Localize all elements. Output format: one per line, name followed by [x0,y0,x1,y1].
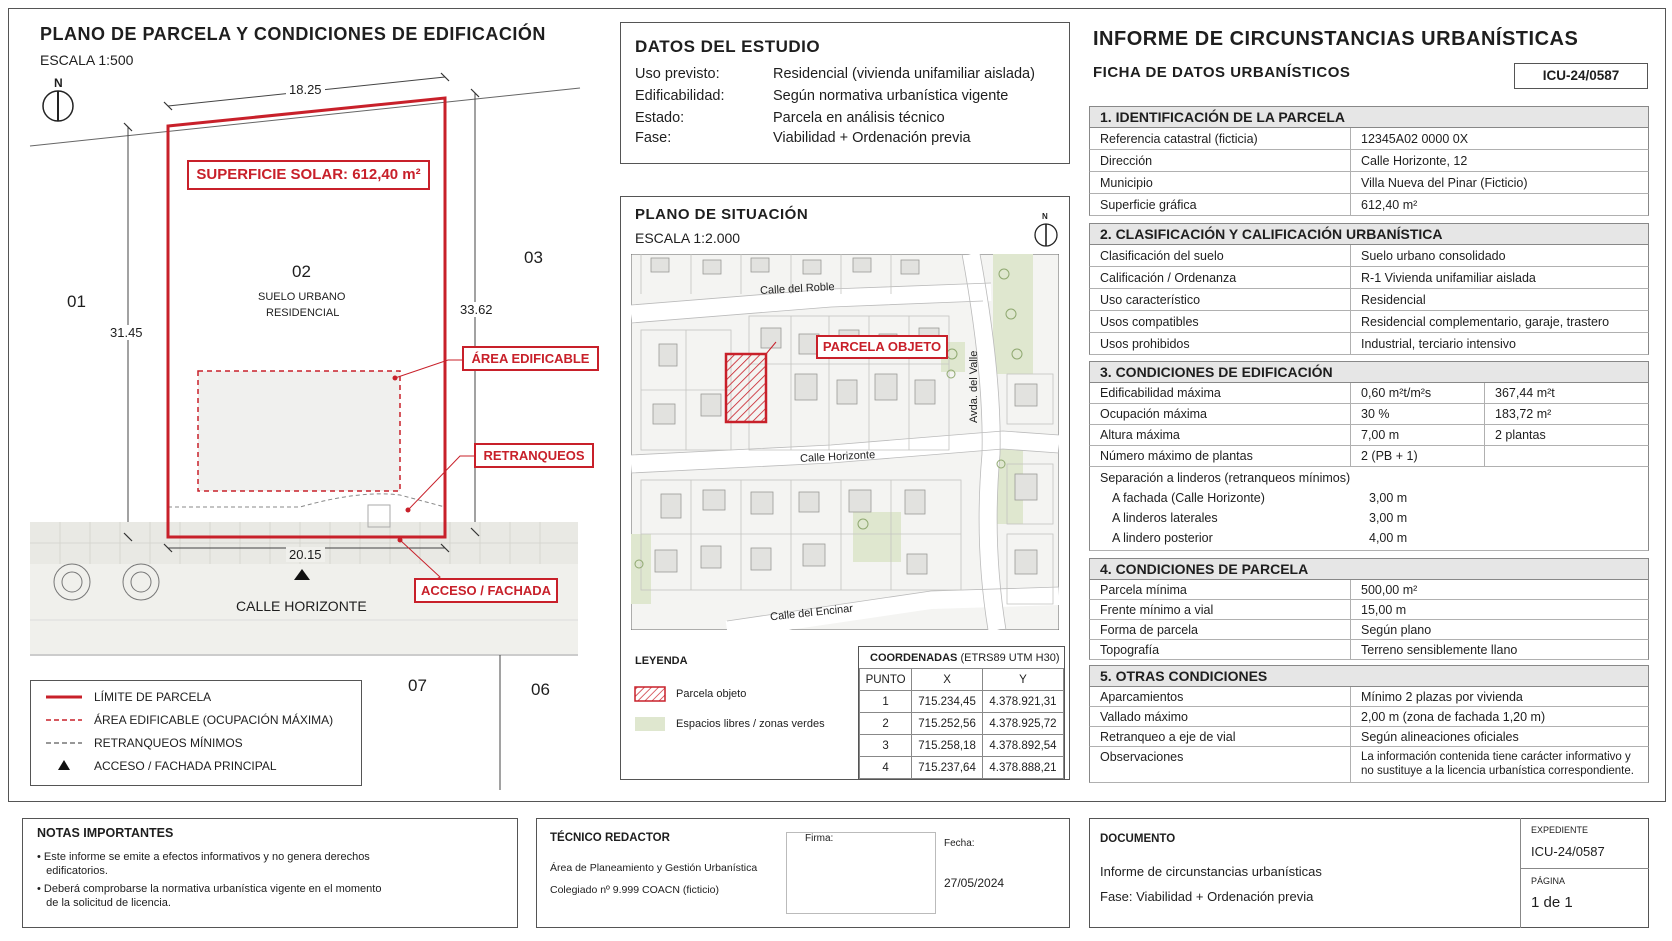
table-row [1089,128,1649,150]
plot-02-label: 02 [292,262,311,281]
row-key: Uso característico [1100,293,1201,307]
plan-legend-item-buildable: ÁREA EDIFICABLE (OCUPACIÓN MÁXIMA) [94,713,334,727]
situation-legend-title: LEYENDA [635,655,688,667]
street-name: CALLE HORIZONTE [236,598,367,614]
row-value: 3,00 m [1369,491,1408,505]
report-code: ICU-24/0587 [1514,63,1648,89]
coord-x: 715.258,18 [912,735,983,757]
row-value: Residencial complementario, garaje, trastero [1350,311,1609,332]
note-1-line-1: Este informe se emite a efectos informativos y no genera derechos [43,851,370,863]
row-key: Ocupación máxima [1100,407,1207,421]
table-row [1089,620,1649,640]
study-title: DATOS DEL ESTUDIO [635,37,821,56]
row-value: Terreno sensiblemente llano [1350,640,1517,659]
signature-box [786,832,936,914]
row-key: Dirección [1100,154,1153,168]
table-row [1089,446,1649,467]
row-value-2 [1484,446,1495,466]
table-row [1089,404,1649,425]
north-label: N [54,76,63,90]
coords-system: (ETRS89 UTM H30) [960,652,1060,664]
coord-point: 1 [860,691,912,713]
row-value: Según plano [1350,620,1431,639]
row-value: Suelo urbano consolidado [1350,245,1506,266]
row-key: Parcela mínima [1100,583,1187,597]
row-value: Calle Horizonte, 12 [1350,150,1467,171]
plan-legend-item-setbacks: RETRANQUEOS MÍNIMOS [94,736,243,750]
section-4-title: 4. CONDICIONES DE PARCELA [1089,558,1649,580]
map-street-roble: Calle del Roble [759,281,835,297]
row-key: Calificación / Ordenanza [1100,271,1237,285]
tech-title: TÉCNICO REDACTOR [550,832,670,844]
doc-title: DOCUMENTO [1100,833,1176,845]
table-row [1089,467,1649,551]
plan-legend-item-limit: LÍMITE DE PARCELA [94,690,212,704]
coords-title-main: COORDENADAS [870,652,958,664]
row-value [1350,747,1634,782]
row-key: Superficie gráfica [1100,198,1197,212]
situation-legend-target: Parcela objeto [676,688,747,700]
situation-legend-swatches [634,683,668,733]
study-row-3-val: Parcela en análisis técnico [773,110,945,126]
row-key: Usos compatibles [1100,315,1199,329]
coord-x: 715.252,56 [912,713,983,735]
study-row-2-key: Edificabilidad: [635,88,725,104]
date-label: Fecha: [944,838,975,849]
row-value-2: 367,44 m²t [1484,383,1555,403]
table-row [1089,333,1649,355]
row-value: 4,00 m [1369,531,1408,545]
map-target-label: PARCELA OBJETO [816,335,948,359]
row-key: Observaciones [1100,750,1184,764]
table-row [1089,383,1649,404]
row-key: Número máximo de plantas [1100,449,1253,463]
doc-line-1: Informe de circunstancias urbanísticas [1100,864,1322,879]
row-value: 500,00 m² [1350,580,1417,599]
target-parcel-hatch [726,354,766,422]
table-row [1089,311,1649,333]
table-row [1089,727,1649,747]
note-2: • Deberá comprobarse la normativa urbanística vigente en el momento de la solicitud de licencia. [37,883,382,909]
signature-label: Firma: [805,833,834,844]
plot-01-label: 01 [67,292,86,311]
map-street-valle: Avda. del Valle [968,350,980,423]
row-value: 2 (PB + 1) [1350,446,1484,466]
row-key: Retranqueo a eje de vial [1100,730,1236,744]
coords-header-x: X [912,669,983,691]
map-street-horizonte: Calle Horizonte [799,449,876,465]
page-label: PÁGINA [1531,876,1566,886]
table-row [1089,150,1649,172]
coord-point: 4 [860,757,912,779]
section-2-title: 2. CLASIFICACIÓN Y CALIFICACIÓN URBANÍSTICA [1089,223,1649,245]
study-row-4-key: Fase: [635,130,672,146]
report-subtitle: FICHA DE DATOS URBANÍSTICOS [1093,64,1351,81]
observations-line-1: La información contenida tiene carácter informativo y [1361,751,1631,763]
plot-03-label: 03 [524,248,543,267]
dim-right: 33.62 [460,302,493,317]
map-street-encinar: Calle del Encinar [769,602,854,624]
table-row [1089,267,1649,289]
row-value: Villa Nueva del Pinar (Ficticio) [1350,172,1528,193]
expedient-label: EXPEDIENTE [1531,825,1589,835]
situation-map [631,254,1059,630]
coords-header-y: Y [982,669,1063,691]
table-row [1089,747,1649,783]
section-3-title: 3. CONDICIONES DE EDIFICACIÓN [1089,361,1649,383]
coords-table [859,668,1064,779]
doc-line-2: Fase: Viabilidad + Ordenación previa [1100,889,1314,904]
section-5-title: 5. OTRAS CONDICIONES [1089,665,1649,687]
row-key: A linderos laterales [1112,511,1218,525]
row-value-2: 2 plantas [1484,425,1546,445]
note-1: • Este informe se emite a efectos informativos y no genera derechos edificatorios. [37,851,370,877]
row-value: 12345A02 0000 0X [1350,128,1468,149]
row-key: A lindero posterior [1112,531,1213,545]
table-row [1089,580,1649,600]
table-row [860,713,1064,735]
study-row-2-val: Según normativa urbanística vigente [773,88,1009,104]
row-value: R-1 Vivienda unifamiliar aislada [1350,267,1536,288]
table-row [1089,194,1649,216]
section-1-title: 1. IDENTIFICACIÓN DE LA PARCELA [1089,106,1649,128]
coord-y: 4.378.921,31 [982,691,1063,713]
table-row [1089,687,1649,707]
row-value: 15,00 m [1350,600,1406,619]
row-key: Forma de parcela [1100,623,1198,637]
setbacks-title: Separación a linderos (retranqueos mínimos) [1100,471,1351,485]
coord-x: 715.237,64 [912,757,983,779]
row-key: Topografía [1100,643,1160,657]
study-row-1-val: Residencial (vivienda unifamiliar aislada) [773,66,1035,82]
row-value: 0,60 m²t/m²s [1350,383,1484,403]
callout-buildable: ÁREA EDIFICABLE [462,346,599,371]
table-row [1089,245,1649,267]
doc-divider-h [1520,868,1649,869]
row-value: 612,40 m² [1350,194,1417,215]
row-key: Referencia catastral (ficticia) [1100,132,1258,146]
plot-02-desc-2: RESIDENCIAL [266,307,340,319]
study-row-3-key: Estado: [635,110,685,126]
row-value-2: 183,72 m² [1484,404,1551,424]
row-value: Mínimo 2 plazas por vivienda [1350,687,1523,706]
notes-title: NOTAS IMPORTANTES [37,826,174,840]
row-key: Municipio [1100,176,1153,190]
dim-top: 18.25 [286,82,325,97]
observations-line-2: no sustituye a la licencia urbanística correspondiente. [1361,765,1634,777]
coord-y: 4.378.892,54 [982,735,1063,757]
row-key: Vallado máximo [1100,710,1189,724]
row-value: Según alineaciones oficiales [1350,727,1519,746]
row-value: 30 % [1350,404,1484,424]
tech-line-2: Colegiado nº 9.999 COACN (ficticio) [550,884,719,896]
table-row [1089,600,1649,620]
plan-scale: ESCALA 1:500 [40,52,134,68]
study-row-4-val: Viabilidad + Ordenación previa [773,130,971,146]
note-1-line-2: edificatorios. [46,865,108,877]
row-value: Industrial, terciario intensivo [1350,333,1516,354]
table-row [1089,172,1649,194]
note-2-line-2: de la solicitud de licencia. [46,897,171,909]
coord-x: 715.234,45 [912,691,983,713]
table-row [1089,289,1649,311]
table-row [860,691,1064,713]
report-title: INFORME DE CIRCUNSTANCIAS URBANÍSTICAS [1093,28,1579,50]
row-value: 3,00 m [1369,511,1408,525]
row-key: Usos prohibidos [1100,337,1190,351]
coords-header-point: PUNTO [860,669,912,691]
table-row [860,735,1064,757]
row-value: 2,00 m (zona de fachada 1,20 m) [1350,707,1545,726]
row-key: Altura máxima [1100,428,1180,442]
plan-legend-item-access: ACCESO / FACHADA PRINCIPAL [94,759,277,773]
row-key: Frente mínimo a vial [1100,603,1214,617]
row-key: Clasificación del suelo [1100,249,1224,263]
dim-bottom: 20.15 [286,547,325,562]
plot-02-desc-1: SUELO URBANO [258,291,346,303]
situation-scale: ESCALA 1:2.000 [635,230,741,246]
callout-setbacks: RETRANQUEOS [474,443,594,468]
north-arrow-icon [43,91,73,121]
table-row [1089,707,1649,727]
study-row-1-key: Uso previsto: [635,66,720,82]
doc-divider [1520,818,1521,928]
expedient-value: ICU-24/0587 [1531,844,1605,859]
plot-07-label: 07 [408,676,427,695]
coord-point: 2 [860,713,912,735]
date-value: 27/05/2024 [944,876,1005,890]
plot-06-label: 06 [531,680,550,699]
note-2-line-1: Deberá comprobarse la normativa urbanística vigente en el momento [43,883,382,895]
row-key: A fachada (Calle Horizonte) [1112,491,1265,505]
coords-title [870,652,1060,664]
surface-label: SUPERFICIE SOLAR: 612,40 m² [187,160,430,190]
dim-left: 31.45 [110,325,143,340]
plan-legend-symbols [44,686,88,786]
row-key: Edificabilidad máxima [1100,386,1221,400]
coord-point: 3 [860,735,912,757]
table-row [1089,425,1649,446]
coord-y: 4.378.888,21 [982,757,1063,779]
tech-line-1: Área de Planeamiento y Gestión Urbanística [550,862,758,874]
table-row [860,757,1064,779]
situation-north-label: N [1042,212,1048,221]
situation-legend-green: Espacios libres / zonas verdes [676,718,825,730]
row-value: Residencial [1350,289,1426,310]
table-row [1089,640,1649,660]
coord-y: 4.378.925,72 [982,713,1063,735]
callout-access: ACCESO / FACHADA [414,578,558,603]
row-key: Aparcamientos [1100,690,1184,704]
plan-title: PLANO DE PARCELA Y CONDICIONES DE EDIFICACIÓN [40,24,546,44]
page-value: 1 de 1 [1531,894,1573,911]
row-value: 7,00 m [1350,425,1484,445]
situation-title: PLANO DE SITUACIÓN [635,206,809,223]
